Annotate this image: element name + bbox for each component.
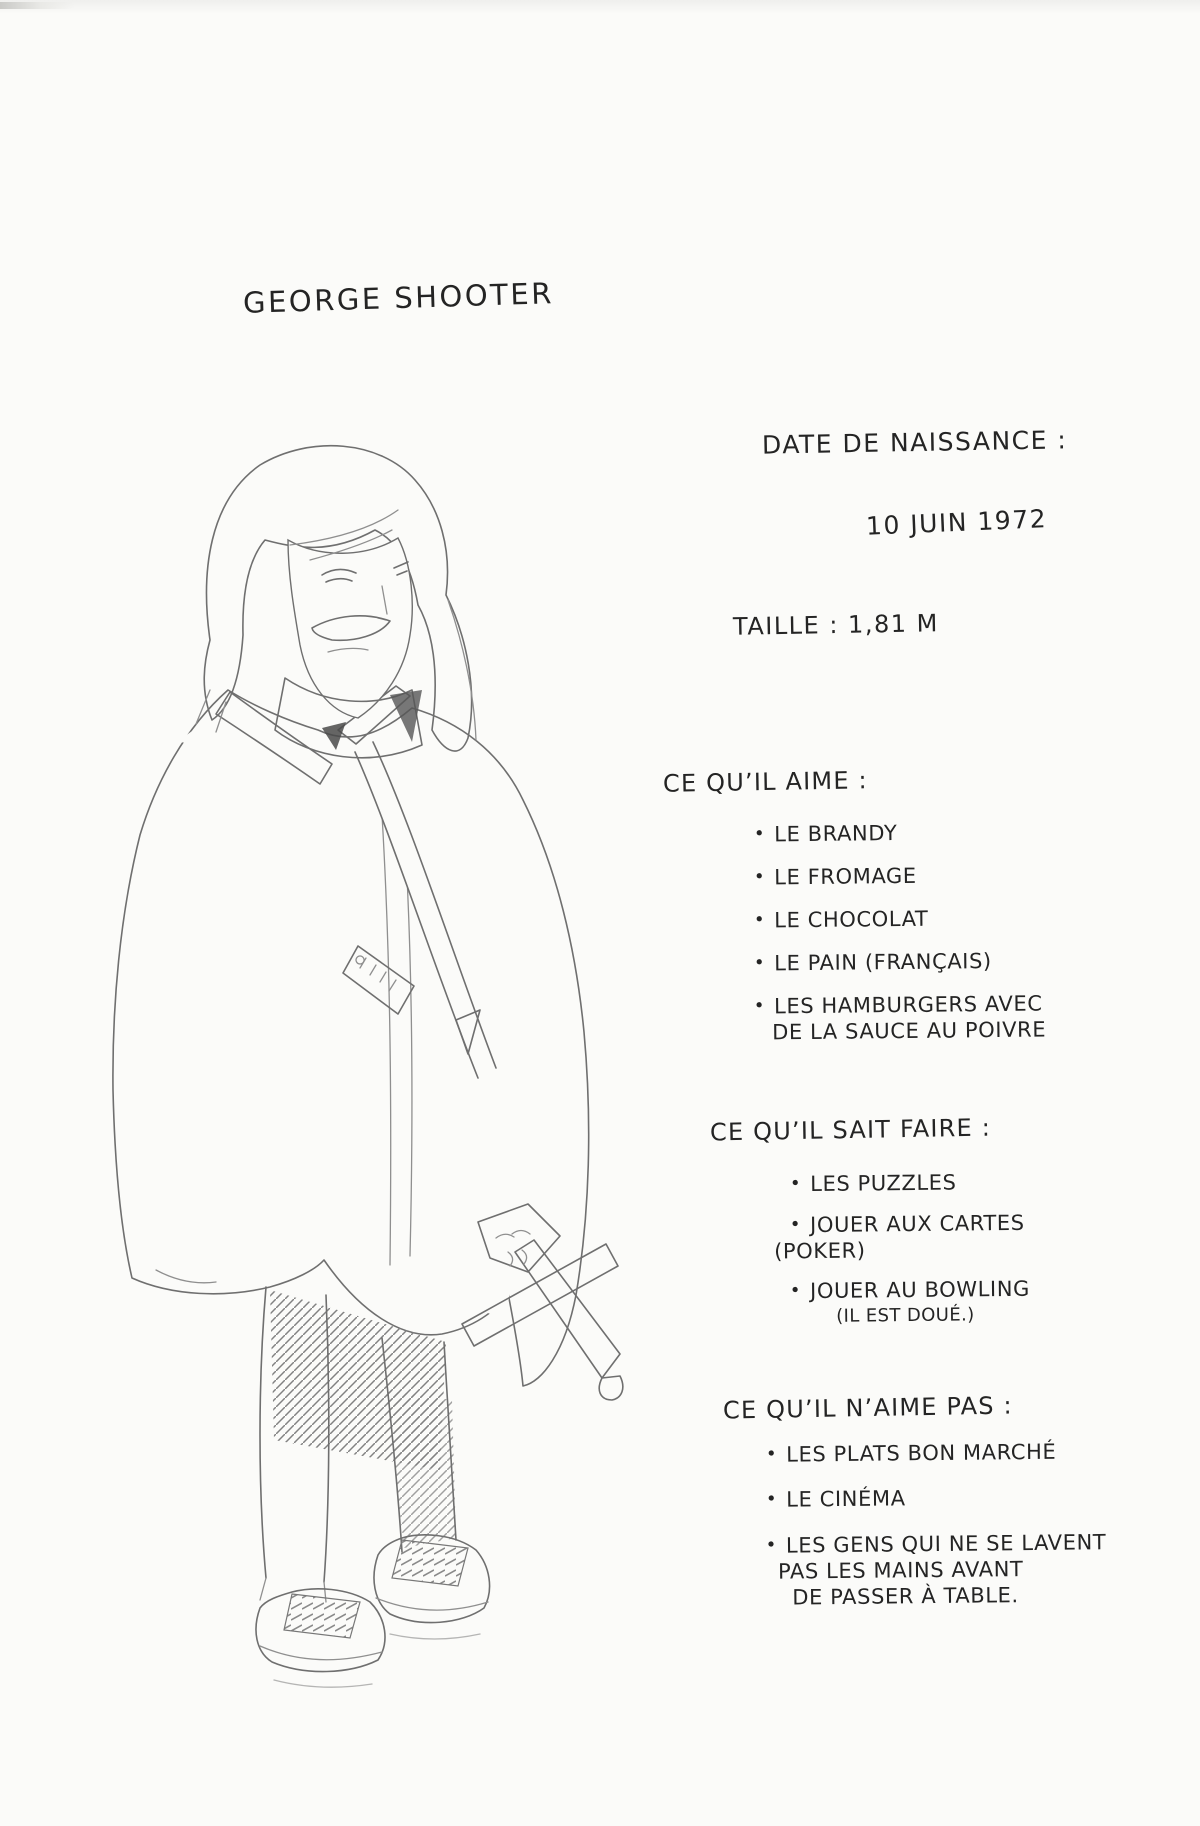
- dislikes-item-text: PAS LES MAINS AVANT: [777, 1557, 1024, 1584]
- bullet-icon: •: [753, 952, 766, 974]
- likes-item: [754, 990, 1047, 1045]
- dislikes-item-text: LES GENS QUI NE SE LAVENT: [785, 1530, 1107, 1558]
- bullet-icon: •: [789, 1214, 802, 1236]
- likes-item-text: LES HAMBURGERS AVEC: [773, 991, 1043, 1019]
- birthdate-label: DATE DE NAISSANCE :: [761, 425, 1068, 460]
- height-line: TAILLE : 1,81 M: [732, 609, 940, 641]
- likes-item-text: LE PAIN (FRANÇAIS): [774, 949, 992, 976]
- bullet-icon: •: [789, 1280, 802, 1302]
- page-title: GEORGE SHOOTER: [242, 276, 555, 320]
- skills-item: [790, 1276, 1031, 1331]
- shoes: [256, 1535, 490, 1687]
- skills-item: [790, 1169, 1030, 1198]
- skills-item-text: JOUER AUX CARTES: [809, 1210, 1025, 1238]
- bullet-icon: •: [753, 866, 766, 888]
- section-likes-heading: CE QU’IL AIME :: [662, 766, 869, 798]
- sword-grip: [515, 1240, 620, 1378]
- dislikes-item: [766, 1483, 1107, 1513]
- bullet-icon: •: [765, 1534, 778, 1556]
- bullet-icon: •: [765, 1488, 778, 1510]
- section-dislikes-heading: CE QU’IL N’AIME PAS :: [722, 1391, 1014, 1425]
- cape: [113, 686, 589, 1386]
- skills-item-text: LES PUZZLES: [810, 1170, 957, 1197]
- skills-item-text: (POKER): [774, 1238, 866, 1264]
- birthdate-value: 10 JUIN 1972: [865, 504, 1048, 541]
- section-likes-list: [754, 820, 1046, 1061]
- character-sketch: [60, 390, 700, 1720]
- skills-item-text: JOUER AU BOWLING: [809, 1276, 1031, 1304]
- dislikes-item-text: LE CINÉMA: [786, 1486, 906, 1512]
- bullet-icon: •: [789, 1173, 802, 1195]
- dislikes-item: [766, 1529, 1107, 1611]
- likes-item: [754, 818, 1046, 847]
- bullet-icon: •: [753, 823, 766, 845]
- likes-item: [754, 904, 1046, 933]
- bullet-icon: •: [765, 1443, 778, 1465]
- section-skills-list: [774, 1170, 1031, 1346]
- bullet-icon: •: [753, 995, 766, 1017]
- likes-item-text: LE BRANDY: [774, 821, 898, 847]
- likes-item: [754, 861, 1046, 890]
- dislikes-item-text: LES PLATS BON MARCHÉ: [786, 1439, 1057, 1467]
- likes-item-text: DE LA SAUCE AU POIVRE: [772, 1017, 1047, 1045]
- bullet-icon: •: [753, 909, 766, 931]
- section-dislikes-list: [766, 1440, 1107, 1626]
- dislikes-item: [766, 1438, 1107, 1468]
- likes-item-text: LE CHOCOLAT: [774, 906, 929, 933]
- scan-smudge: [0, 2, 74, 9]
- likes-item: [754, 947, 1046, 976]
- dislikes-item-text: DE PASSER À TABLE.: [792, 1583, 1019, 1610]
- sword-pommel: [599, 1376, 623, 1400]
- likes-item-text: LE FROMAGE: [774, 863, 917, 890]
- section-skills-heading: CE QU’IL SAIT FAIRE :: [709, 1113, 992, 1147]
- skills-item: [774, 1210, 1031, 1265]
- skills-item-note: (IL EST DOUÉ.): [836, 1304, 975, 1327]
- head: [196, 446, 476, 758]
